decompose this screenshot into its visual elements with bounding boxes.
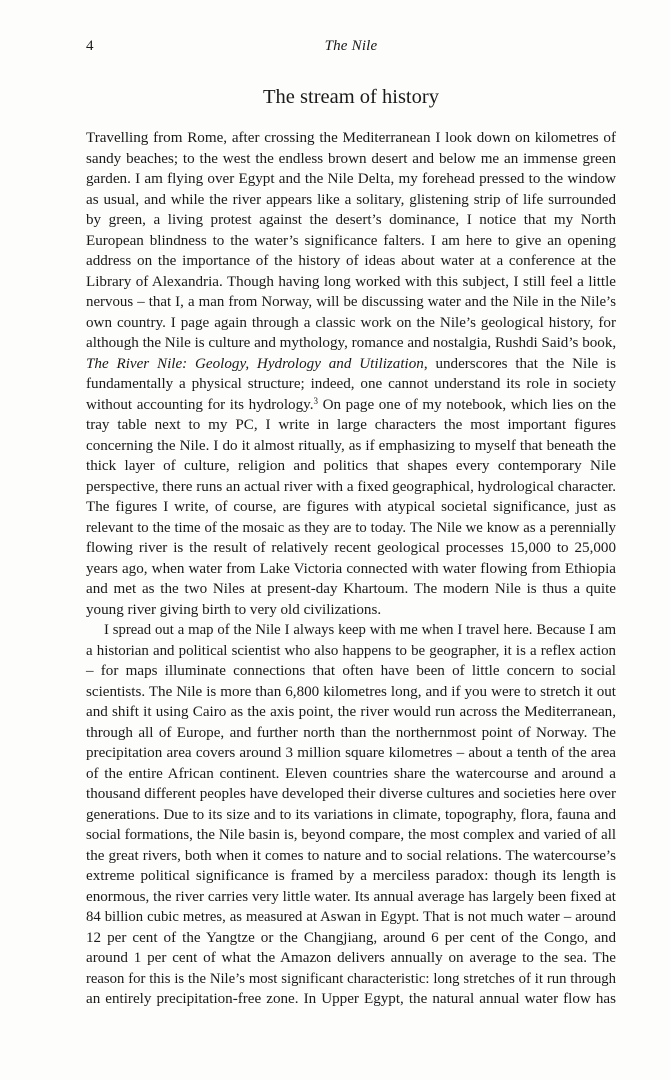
text-line: of the entire African continent. Eleven countries share the watercourse and around a: [86, 765, 616, 782]
body-text: [86, 128, 616, 1010]
page-number: 4: [86, 38, 94, 54]
text-line: Travelling from Rome, after crossing the Mediterranean I look down on kilometres of: [86, 130, 616, 146]
text-line: enormous, the river carries very little water. Its annual average has largely been fixed at: [86, 888, 616, 905]
paragraph-2: [86, 620, 616, 1010]
text-line: garden. I am flying over Egypt and the Nile Delta, my forehead pressed to the window: [86, 171, 616, 187]
text-line: a historian and political scientist who also happens to be geographer, it is a reflex action: [86, 642, 616, 659]
text-line: social formations, the Nile basin is, beyond compare, the most complex and varied of all: [86, 827, 616, 843]
text-line: although the Nile is culture and mythology, romance and nostalgia, Rushdi Said’s book,: [86, 335, 617, 351]
text-span: without accounting for its hydrology.: [86, 396, 314, 413]
text-line: sandy beaches; to the west the endless brown desert and below me an immense green: [86, 150, 616, 167]
text-line: thick layer of culture, religion and politics that shapes every contemporary Nile: [86, 458, 616, 474]
text-line: concerning the Nile. I do it almost ritually, as if emphasizing to myself that beneath the: [86, 437, 616, 454]
text-line: The figures I write, of course, are figures with atypical societal significance, just as: [86, 499, 616, 515]
text-line: thousand different peoples have developed their diverse cultures and societies here over: [86, 786, 616, 802]
text-line: perspective, there runs an actual river with a fixed geographical, hydrological character.: [86, 478, 616, 495]
text-line: years ago, when water from Lake Victoria connected with water flowing from Ethiopia: [86, 560, 616, 577]
book-title: The River Nile: Geology, Hydrology and Utilization: [86, 355, 424, 372]
text-line: by green, a living protest against the desert’s dominance, I notice that my North: [86, 212, 616, 228]
text-line: Library of Alexandria. Though having long worked with this subject, I still feel a little: [86, 273, 616, 290]
paragraph-1: [86, 128, 616, 620]
text-line: – for maps illuminate connections that often have been of little concern to social: [86, 663, 616, 679]
text-line: tray table next to my PC, I write in large characters the most important figures: [86, 417, 616, 433]
text-line: generations. Due to its size and to its variations in climate, topography, flora, fauna and: [86, 806, 616, 823]
text-line: nervous – that I, a man from Norway, will be discussing water and the Nile in the Nile’s: [86, 294, 616, 310]
text-line: extreme political significance is framed by a merciless paradox: though its length is: [86, 868, 616, 884]
text-line: flowing river is the result of relatively recent geological processes 15,000 to 25,000: [86, 540, 616, 556]
text-line: fundamentally a physical structure; indeed, one cannot understand its role in society: [86, 376, 616, 392]
text-line: relevant to the time of the mosaic as they are to today. The Nile we know as a perennially: [86, 519, 616, 536]
text-line: address on the importance of the history of ideas about water at a conference at the: [86, 253, 616, 269]
text-line: young river giving birth to very old civilizations.: [86, 601, 382, 618]
text-line: and shift it using Cairo as the axis point, the river would run across the Mediterranean,: [86, 704, 616, 720]
text-line: European blindness to the water’s significance falters. I am here to give an opening: [86, 232, 616, 249]
text-line: as usual, and while the river appears like a solitary, glistening strip of life surrounded: [86, 191, 616, 208]
text-line: 12 per cent of the Yangtze or the Changjiang, around 6 per cent of the Congo, and: [86, 929, 616, 946]
text-span: On page one of my notebook, which lies on the: [317, 396, 616, 413]
text-line: the great rivers, both when it comes to nature and to social relations. The watercourse’s: [86, 847, 616, 864]
text-line: around 1 per cent of what the Amazon delivers annually on average to the sea. The: [86, 950, 616, 966]
running-head: [86, 38, 616, 60]
text-line: own country. I page again through a classic work on the Nile’s geological history, for: [86, 314, 616, 331]
text-line: precipitation area covers around 3 million square kilometres – about a tenth of the area: [86, 745, 616, 761]
text-line: 84 billion cubic metres, as measured at Aswan in Egypt. That is not much water – around: [86, 909, 616, 925]
footnote-marker[interactable]: 3: [313, 395, 318, 406]
text-line: reason for this is the Nile’s most significant characteristic: long stretches of it run through: [86, 970, 616, 987]
text-line: through all of Europe, and further north than the northernmost point of Norway. The: [86, 724, 616, 741]
text-span: , underscores that the Nile is: [423, 355, 617, 372]
text-line: I spread out a map of the Nile I always keep with me when I travel here. Because I am: [104, 622, 616, 638]
text-line: [86, 395, 616, 416]
section-heading: The stream of history: [263, 86, 439, 108]
text-line: an entirely precipitation-free zone. In Upper Egypt, the natural annual water flow has: [86, 991, 616, 1007]
text-line: and met as the two Niles at present-day Khartoum. The modern Nile is thus a quite: [86, 581, 616, 597]
running-title: The Nile: [324, 38, 378, 54]
text-line: [86, 354, 616, 375]
text-line: scientists. The Nile is more than 6,800 kilometres long, and if you were to stretch it out: [86, 683, 616, 700]
